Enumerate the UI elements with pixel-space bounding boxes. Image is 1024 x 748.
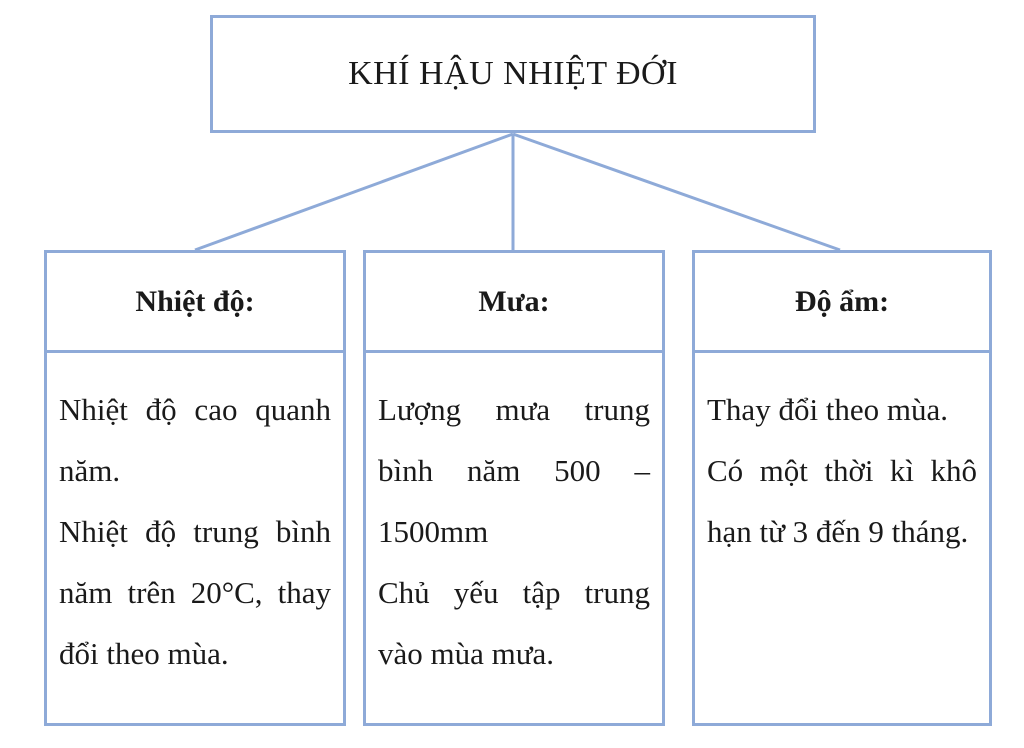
column-heading: Mưa: [366,253,662,353]
connector-to-nhiet-do [195,134,513,250]
column-do-am [692,250,992,726]
column-line: Có một thời kì khô hạn từ 3 đến 9 tháng. [707,453,977,549]
connector-to-do-am [513,134,840,250]
column-line: Chủ yếu tập trung vào mùa mưa. [378,575,650,671]
column-line: Nhiệt độ cao quanh năm. [59,392,331,488]
column-line: Thay đổi theo mùa. [707,392,949,427]
column-body [695,353,989,562]
column-heading: Độ ẩm: [695,253,989,353]
column-heading: Nhiệt độ: [47,253,343,353]
column-line: Lượng mưa trung bình năm 500 – 1500mm [378,392,650,549]
column-line: Nhiệt độ trung bình năm trên 20°C, thay đổi theo mùa. [59,514,331,671]
root-title: KHÍ HẬU NHIỆT ĐỚI [348,55,678,92]
column-nhiet-do [44,250,346,726]
root-node [210,15,816,133]
column-mua [363,250,665,726]
column-body [366,353,662,684]
column-body [47,353,343,684]
